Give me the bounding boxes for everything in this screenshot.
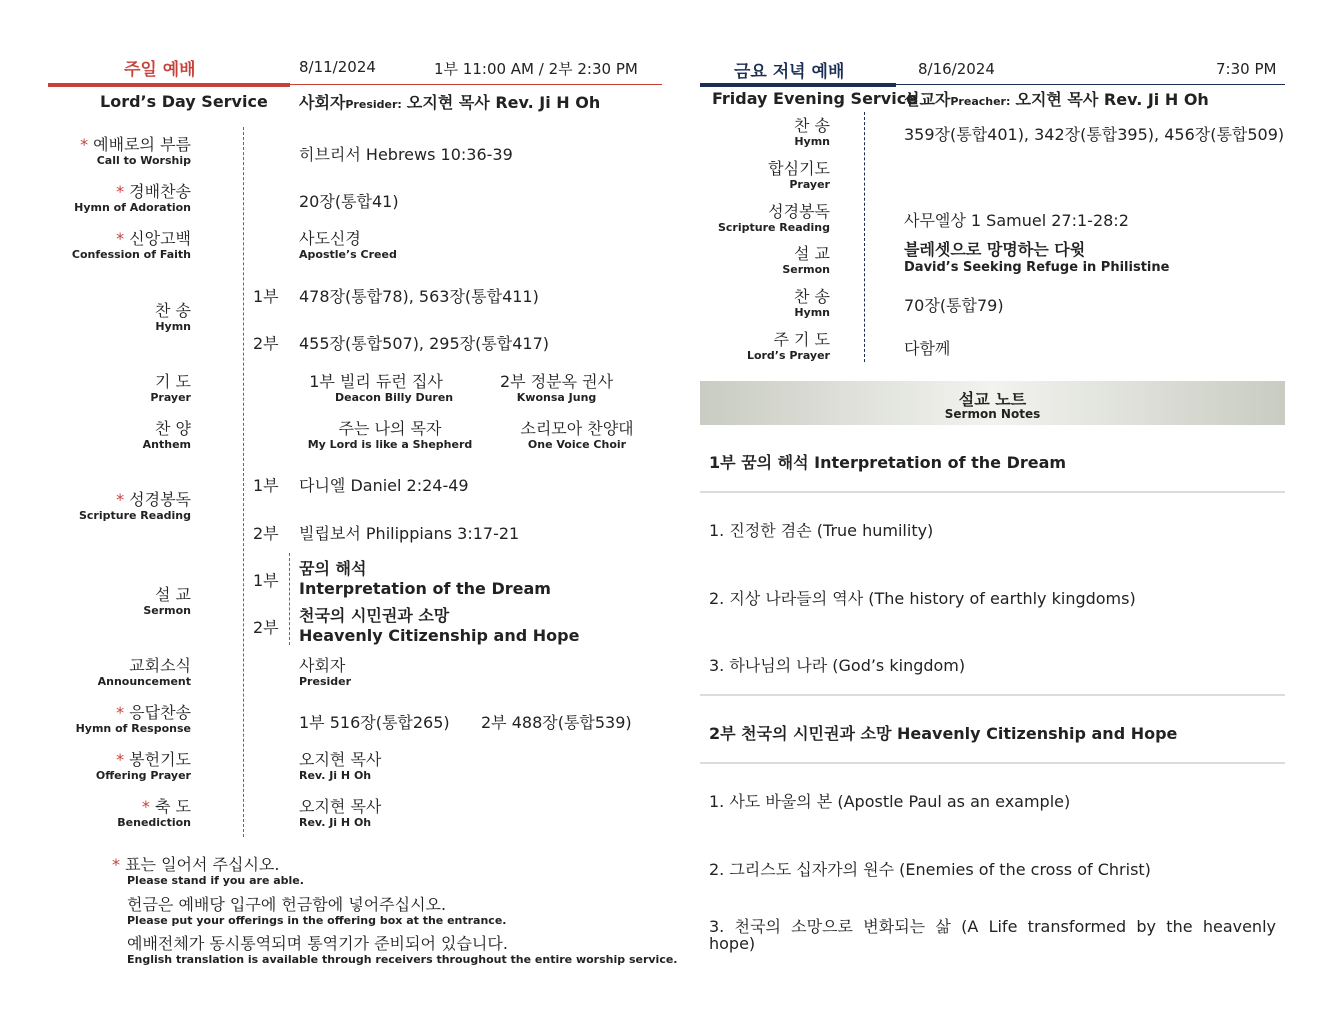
- sunday-item-benediction-content: 오지현 목사 Rev. Ji H Oh: [299, 797, 382, 829]
- sunday-item-sermon-title1-en: Interpretation of the Dream: [299, 579, 551, 598]
- notes-section2-point3: 3. 천국의 소망으로 변화되는 삶 (A Life transformed by the heavenly: [709, 917, 1276, 936]
- sunday-item-hymn-of-response-content-b: 2부 488장(통합539): [481, 713, 632, 732]
- sunday-presider: 사회자Presider: 오지현 목사 Rev. Ji H Oh: [299, 93, 601, 112]
- sunday-item-scripture-label: * 성경봉독 Scripture Reading: [78, 490, 191, 522]
- sermon-notes-title-en: Sermon Notes: [944, 407, 1041, 421]
- sunday-item-hymn-of-adoration-content: 20장(통합41): [299, 192, 399, 211]
- sunday-item-call-to-worship-label: * 예배로의 부름 Call to Worship: [80, 135, 191, 167]
- notes-section1-point1: 1. 진정한 겸손 (True humility): [709, 521, 934, 540]
- notes-divider: [700, 694, 1285, 696]
- sunday-item-scripture-part1: 1부: [253, 476, 279, 495]
- sunday-item-sermon-title2-en: Heavenly Citizenship and Hope: [299, 626, 580, 645]
- friday-header-rule: [896, 84, 1285, 85]
- sunday-item-hymn-content1: 478장(통합78), 563장(통합411): [299, 287, 539, 306]
- notes-section1-point2: 2. 지상 나라들의 역사 (The history of earthly kingdoms): [709, 589, 1136, 608]
- sunday-item-scripture-part2: 2부: [253, 524, 279, 543]
- sunday-item-offering-prayer-label: * 봉헌기도 Offering Prayer: [95, 750, 191, 782]
- sunday-item-announcement-label: 교회소식 Announcement: [97, 656, 191, 688]
- sunday-item-confession-label: * 신앙고백 Confession of Faith: [71, 229, 191, 261]
- notes-section2-point2: 2. 그리스도 십자가의 원수 (Enemies of the cross of Christ): [709, 860, 1151, 879]
- sermon-divider: [289, 553, 290, 645]
- sunday-title-ko: 주일 예배: [124, 60, 196, 80]
- notes-section1-heading: 1부 꿈의 해석 Interpretation of the Dream: [709, 453, 1067, 472]
- sunday-item-anthem-content-b: 소리모아 찬양대 One Voice Choir: [520, 419, 634, 451]
- sunday-item-hymn-part2: 2부: [253, 334, 279, 353]
- sunday-item-benediction-label: * 축 도 Benediction: [117, 797, 191, 829]
- sunday-item-prayer-content-b: 2부 정분옥 권사 Kwonsa Jung: [500, 372, 614, 404]
- notes-section2-point3-wrap: hope): [709, 934, 756, 953]
- friday-column-divider: [864, 112, 865, 362]
- footnote-translation: 예배전체가 동시통역되며 통역기가 준비되어 있습니다. English translation is available through receivers throughout the entire worship service.: [127, 934, 678, 966]
- friday-item-hymn-content: 359장(통합401), 342장(통합395), 456장(통합509): [904, 125, 1285, 144]
- notes-divider: [700, 762, 1285, 764]
- friday-item-lords-prayer-content: 다함께: [904, 339, 951, 358]
- sunday-item-sermon-title1-ko: 꿈의 해석: [299, 559, 367, 578]
- friday-item-hymn2-label: 찬 송 Hymn: [794, 287, 830, 319]
- sunday-item-hymn-content2: 455장(통합507), 295장(통합417): [299, 334, 550, 353]
- sunday-item-scripture-content1: 다니엘 Daniel 2:24-49: [299, 476, 469, 495]
- friday-title-underline: [700, 83, 896, 87]
- friday-item-lords-prayer-label: 주 기 도 Lord’s Prayer: [746, 330, 830, 362]
- friday-item-sermon-label: 설 교 Sermon: [782, 244, 830, 276]
- notes-section2-point1: 1. 사도 바울의 본 (Apostle Paul as an example): [709, 792, 1071, 811]
- sunday-title-en: Lord’s Day Service: [100, 92, 268, 111]
- friday-item-scripture-content: 사무엘상 1 Samuel 27:1-28:2: [904, 211, 1129, 230]
- sunday-item-offering-prayer-content: 오지현 목사 Rev. Ji H Oh: [299, 750, 382, 782]
- footnote-stand: * 표는 일어서 주십시오. Please stand if you are able.: [112, 855, 304, 887]
- friday-preacher: 설교자Preacher: 오지현 목사 Rev. Ji H Oh: [904, 90, 1209, 109]
- sunday-column-divider: [243, 127, 244, 837]
- friday-time: 7:30 PM: [1216, 60, 1277, 78]
- sunday-item-scripture-content2: 빌립보서 Philippians 3:17-21: [299, 524, 520, 543]
- sunday-item-confession-content: 사도신경 Apostle’s Creed: [299, 229, 397, 261]
- friday-item-scripture-label: 성경봉독 Scripture Reading: [717, 202, 830, 234]
- friday-item-prayer-label: 합심기도 Prayer: [768, 159, 830, 191]
- sunday-item-sermon-label: 설 교 Sermon: [143, 585, 191, 617]
- friday-date: 8/16/2024: [918, 60, 995, 78]
- sunday-item-anthem-content-a: 주는 나의 목자 My Lord is like a Shepherd: [307, 419, 473, 451]
- sunday-item-announcement-content: 사회자 Presider: [299, 656, 352, 688]
- sunday-item-hymn-label: 찬 송 Hymn: [155, 301, 191, 333]
- sunday-item-hymn-of-response-label: * 응답찬송 Hymn of Response: [75, 703, 191, 735]
- notes-section1-point3: 3. 하나님의 나라 (God’s kingdom): [709, 656, 966, 675]
- notes-section2-heading: 2부 천국의 시민권과 소망 Heavenly Citizenship and Hope: [709, 724, 1178, 743]
- sunday-item-sermon-title2-ko: 천국의 시민권과 소망: [299, 606, 450, 625]
- sunday-item-sermon-part2: 2부: [253, 618, 279, 637]
- sunday-item-prayer-label: 기 도 Prayer: [150, 372, 191, 404]
- friday-item-hymn2-content: 70장(통합79): [904, 296, 1004, 315]
- sunday-item-prayer-content-a: 1부 빌리 듀런 집사 Deacon Billy Duren: [309, 372, 454, 404]
- friday-item-hymn-label: 찬 송 Hymn: [794, 116, 830, 148]
- sunday-item-sermon-part1: 1부: [253, 571, 279, 590]
- sunday-title-underline: [48, 83, 290, 87]
- friday-title-ko: 금요 저녁 예배: [734, 62, 845, 82]
- sermon-notes-title-ko: 설교 노트: [958, 390, 1027, 409]
- friday-item-sermon-content: 블레셋으로 망명하는 다윗 David’s Seeking Refuge in Philistine: [904, 240, 1170, 275]
- sunday-item-hymn-part1: 1부: [253, 287, 279, 306]
- sunday-item-hymn-of-response-content-a: 1부 516장(통합265): [299, 713, 450, 732]
- friday-title-en: Friday Evening Service: [712, 89, 918, 108]
- sunday-times: 1부 11:00 AM / 2부 2:30 PM: [434, 60, 638, 78]
- sunday-item-call-to-worship-content: 히브리서 Hebrews 10:36-39: [299, 145, 513, 164]
- sunday-header-rule: [290, 84, 662, 85]
- sunday-item-hymn-of-adoration-label: * 경배찬송 Hymn of Adoration: [74, 182, 191, 214]
- notes-divider: [700, 491, 1285, 493]
- footnote-offering: 헌금은 예배당 입구에 헌금함에 넣어주십시오. Please put your offerings in the offering box at the entrance.: [127, 895, 507, 927]
- sunday-item-anthem-label: 찬 양 Anthem: [142, 419, 191, 451]
- sunday-date: 8/11/2024: [299, 58, 376, 76]
